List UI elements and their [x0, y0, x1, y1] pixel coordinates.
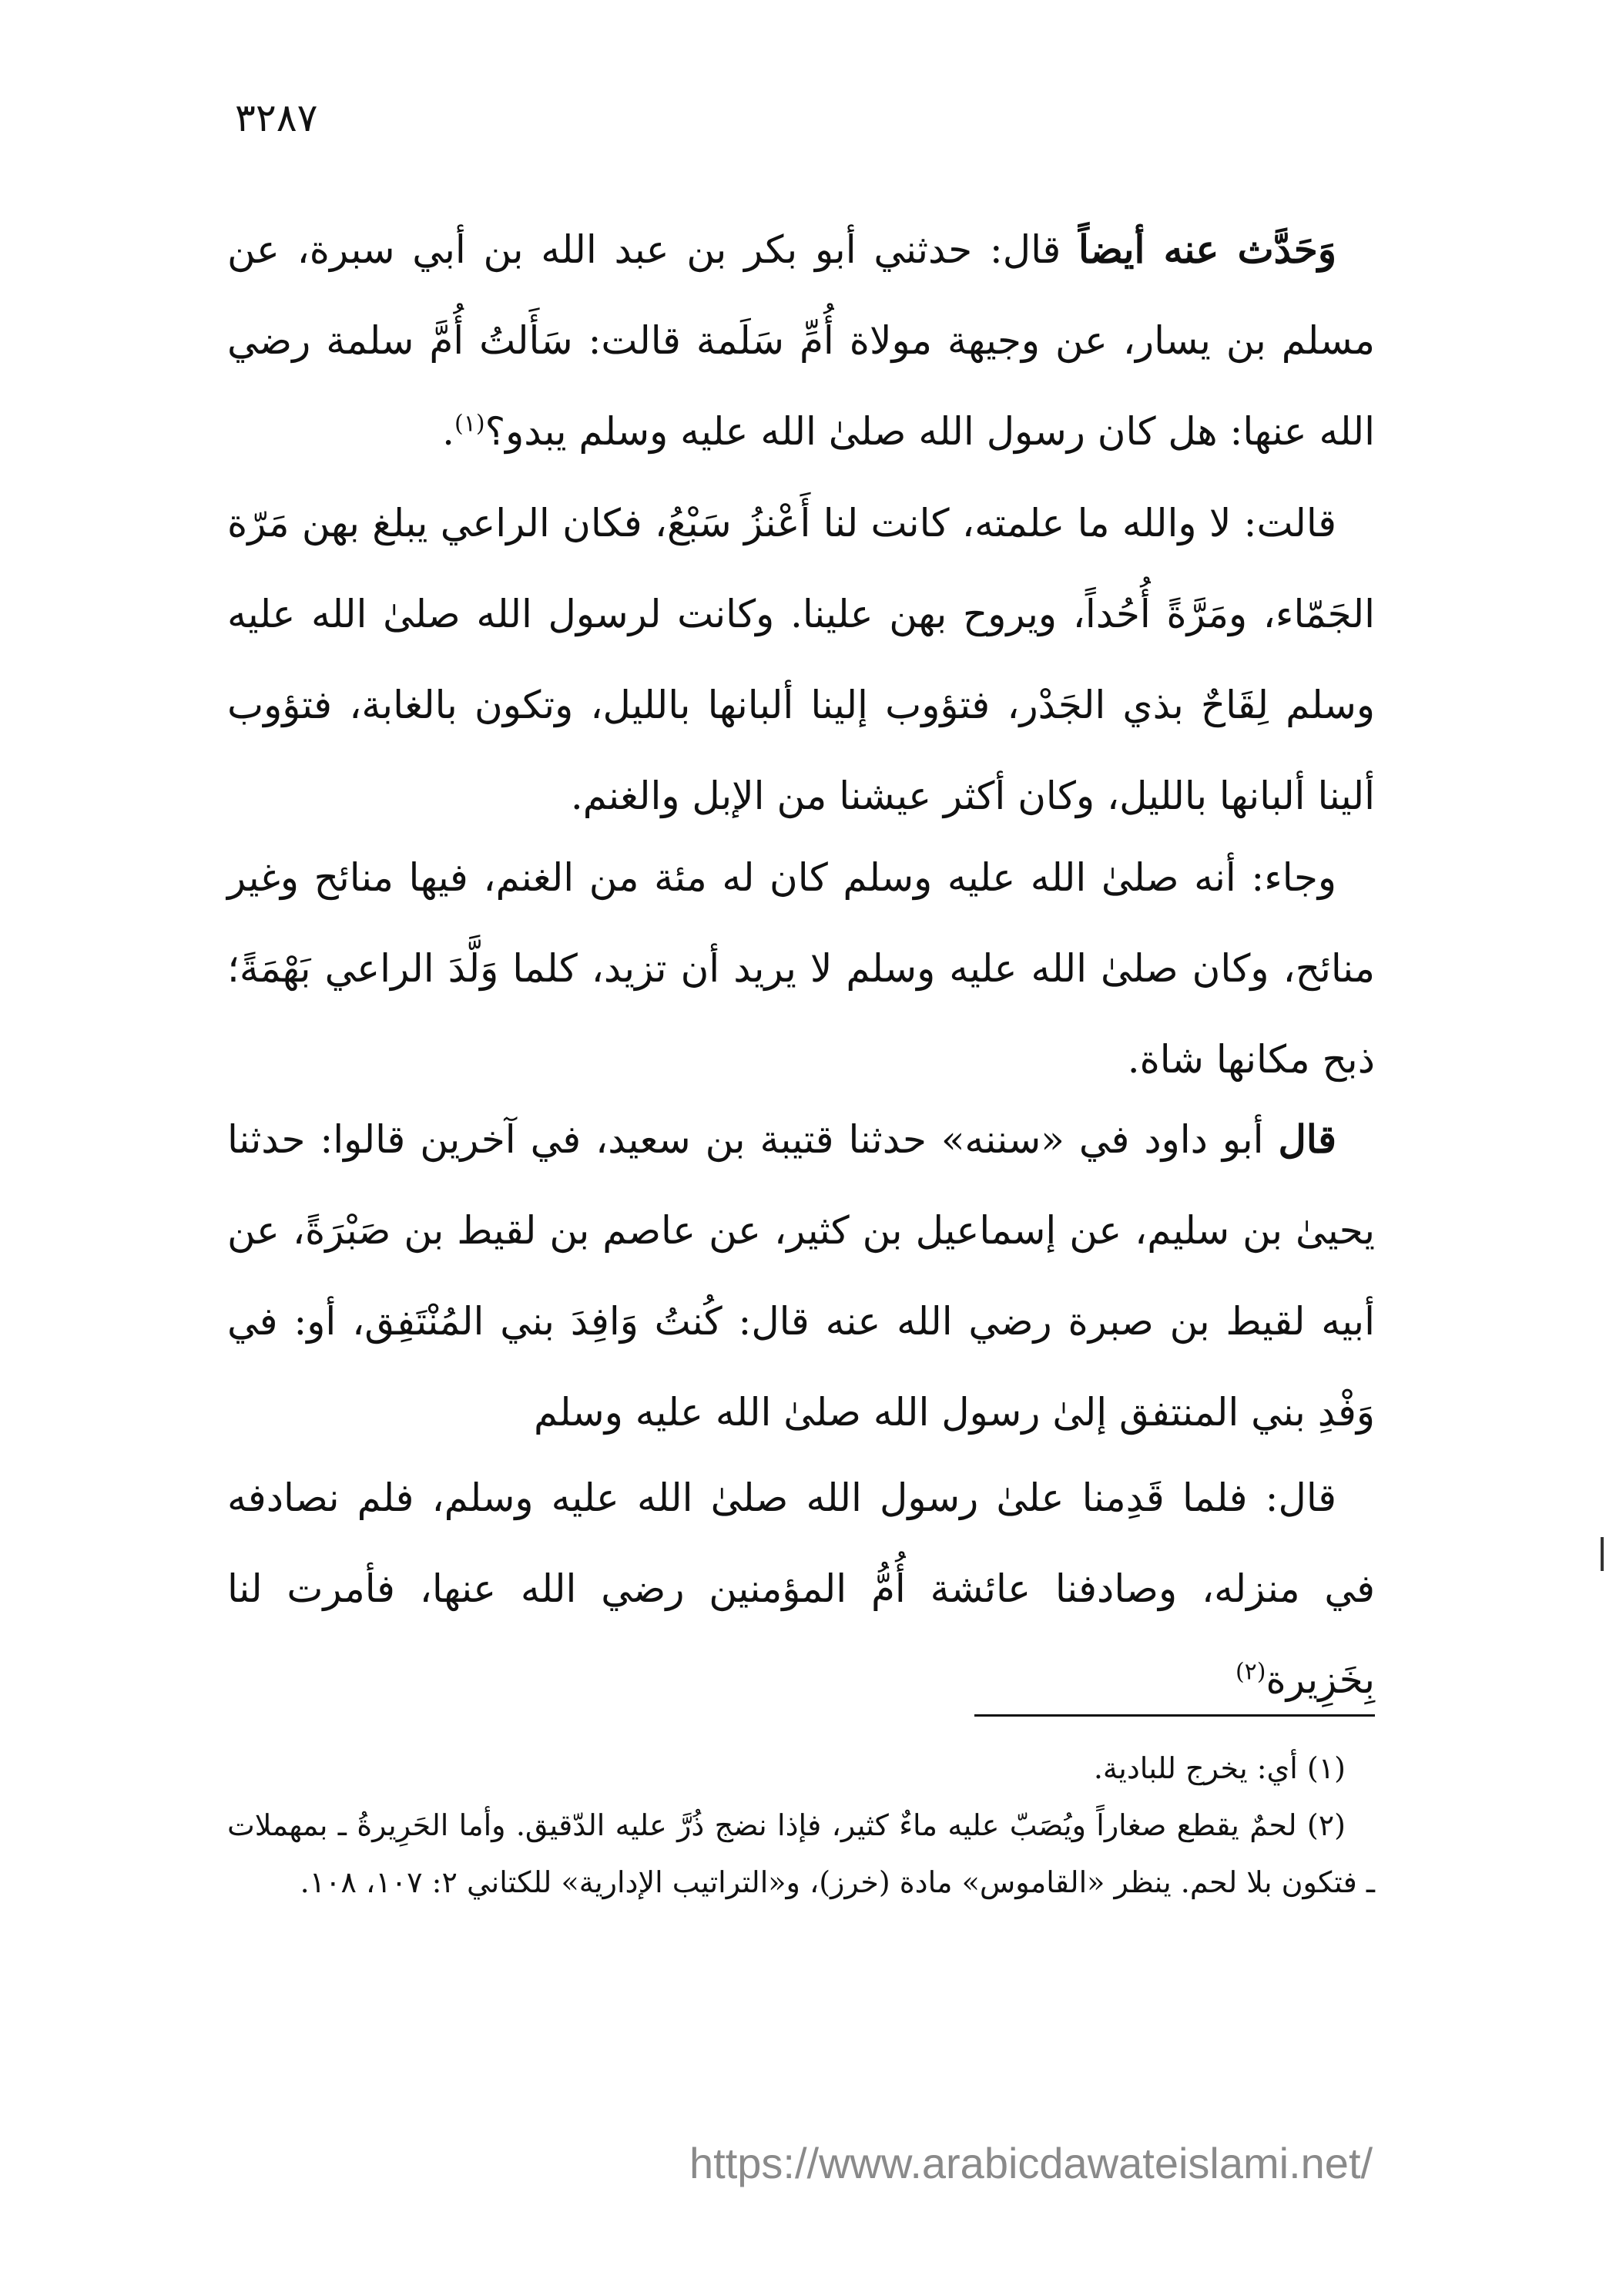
footnote-2: (٢) لحمٌ يقطع صغاراً ويُصَبّ عليه ماءٌ كثير، فإذا نضج ذُرَّ عليه الدّقيق. وأما الحَرِيرةُ ـ بمهملات ـ فتكون بلا لحم. ينظر «القاموس» مادة (خرز)، و«التراتيب الإدارية» للكتاني ٢: ١٠٧، ١٠٨.	[227, 1808, 1375, 1899]
paragraph-4-text: أبو داود في «سننه» حدثنا قتيبة بن سعيد، في آخرين قالوا: حدثنا يحيىٰ بن سليم، عن إسماعيل بن كثير، عن عاصم بن لقيط بن صَبْرَةً، عن أبيه لقيط بن صبرة رضي الله عنه قال: كُنتُ وَافِدَ بني المُنْتَفِق، أو: في وَفْدِ بني المنتفق إلىٰ رسول الله صلىٰ الله عليه وسلم	[227, 1117, 1375, 1435]
paragraph-3	[227, 832, 1375, 1105]
paragraph-2	[227, 478, 1375, 841]
paragraph-1-end: .	[442, 409, 455, 454]
footnote-ref-2: (٢)	[1235, 1658, 1266, 1686]
footnote-divider	[974, 1714, 1375, 1717]
paragraph-3-text: وجاء: أنه صلىٰ الله عليه وسلم كان له مئة من الغنم، فيها منائح وغير منائح، وكان صلىٰ الله عليه وسلم لا يريد أن تزيد، كلما وَلَّدَ الراعي بَهْمَةً؛ ذبح مكانها شاة.	[227, 855, 1375, 1082]
paragraph-1-text: قال: حدثني أبو بكر بن عبد الله بن أبي سبرة، عن مسلم بن يسار، عن وجيهة مولاة أُمِّ سَلَمة قالت: سَأَلتُ أُمَّ سلمة رضي الله عنها: هل كان رسول الله صلىٰ الله عليه وسلم يبدو؟	[227, 227, 1375, 454]
page-number: ٣٢٨٧	[235, 96, 318, 140]
paragraph-5	[227, 1452, 1375, 1725]
watermark-url: https://www.arabicdawateislami.net/	[689, 2139, 1373, 2187]
paragraph-2-text: قالت: لا والله ما علمته، كانت لنا أَعْنزُ سَبْعُ، فكان الراعي يبلغ بهن مَرّة الجَمّاء، ومَرَّةً أُحُداً، ويروح بهن علينا. وكانت لرسول الله صلىٰ الله عليه وسلم لِقَاحٌ بذي الجَدْر، فتؤوب إلينا ألبانها بالليل، وتكون بالغابة، فتؤوب ألينا ألبانها بالليل، وكان أكثر عيشنا من الإبل والغنم.	[227, 501, 1375, 818]
paragraph-4-lead: قال	[1278, 1116, 1336, 1162]
footnote-1: (١) أي: يخرج للبادية.	[1093, 1751, 1346, 1785]
paragraph-5-text: قال: فلما قَدِمنا علىٰ رسول الله صلىٰ الله عليه وسلم، فلم نصادفه في منزله، وصادفنا عائشة أُمُّ المؤمنين رضي الله عنها، فأمرت لنا بِخَزِيرة	[227, 1475, 1375, 1702]
scan-edge-mark	[1601, 1537, 1604, 1571]
paragraph-1	[227, 204, 1375, 477]
paragraph-1-lead: وَحَدَّث عنه أيضاً	[1078, 227, 1336, 272]
footnote-ref-1: (١)	[454, 410, 485, 438]
paragraph-4	[227, 1094, 1375, 1458]
footnotes	[227, 1740, 1375, 1911]
